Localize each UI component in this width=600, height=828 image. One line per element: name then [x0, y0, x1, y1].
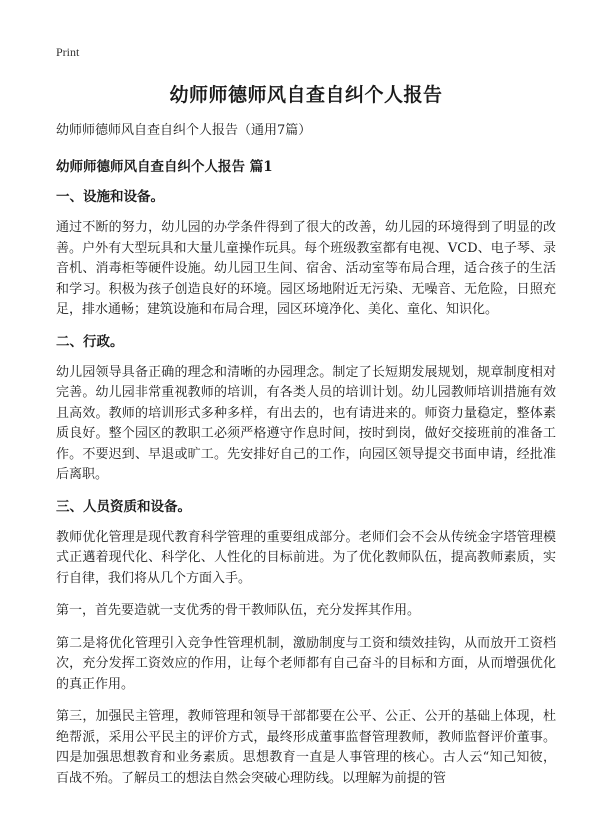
- print-label[interactable]: Print: [56, 45, 80, 59]
- article-title: 幼师师德师风自查自纠个人报告 篇1: [56, 159, 273, 175]
- paragraph: 幼儿园领导具备正确的理念和清晰的办园理念。制定了长短期发展规划，规章制度相对完善。幼儿园非常重视教师的培训，有各类人员的培训计划。幼儿园教师培训措施有效且高效。教师的培训形式多种多样，有出去的，也有请进来的。师资力量稳定，整体素质良好。整个园区的教职工必须严格遵守作息时间，按时到岗，做好交接班前的准备工作。不要迟到、早退或旷工。先安排好自己的工作，向园区领导提交书面申请，经批准后离职。: [56, 364, 556, 482]
- document-title: 幼师师德师风自查自纠个人报告: [169, 84, 443, 106]
- section-heading: 一、设施和设备。: [56, 189, 164, 205]
- section-3: [56, 498, 556, 790]
- section-heading: 二、行政。: [56, 333, 124, 350]
- section-2: [56, 333, 556, 486]
- paragraph: 通过不断的努力，幼儿园的办学条件得到了很大的改善，幼儿园的环境得到了明显的改善。户外有大型玩具和大量儿童操作玩具。每个班级教室都有电视、VCD、电子琴、录音机、消毒柜等硬件设施。幼儿园卫生间、宿舍、活动室等布局合理，适合孩子的生活和学习。积极为孩子创造良好的环境。园区场地附近无污染、无噪音、无危险，日照充足，排水通畅；建筑设施和布局合理，园区环境净化、美化、童化、知识化。: [56, 220, 556, 317]
- document-subtitle: 幼师师德师风自查自纠个人报告（通用7篇）: [56, 123, 312, 138]
- paragraph: 第三，加强民主管理，教师管理和领导干部都要在公平、公正、公开的基础上体现，杜绝帮派，采用公平民主的评价方式，最终形成董事监督管理教师，教师监督评价董事。四是加强思想教育和业务素质。思想教育一直是人事管理的核心。古人云“知己知彼，百战不殆。了解员工的想法自然会突破心理防线。以理解为前提的管: [56, 709, 556, 786]
- section-1: [56, 188, 556, 321]
- paragraph: 第一，首先要造就一支优秀的骨干教师队伍，充分发挥其作用。: [56, 603, 421, 618]
- paragraph: 教师优化管理是现代教育科学管理的重要组成部分。老师们会不会从传统金字塔管理模式正邁着现代化、科学化、人性化的目标前进。为了优化教师队伍，提高教师素质，实行自律，我们将从几个方面入手。: [56, 529, 556, 586]
- section-heading: 三、人员资质和设备。: [56, 498, 191, 515]
- paragraph: 第二是将优化管理引入竞争性管理机制，激励制度与工资和绩效挂钩，从而放开工资档次，充分发挥工资效应的作用，让每个老师都有自己奋斗的目标和方面，从而增强优化的真正作用。: [56, 635, 556, 692]
